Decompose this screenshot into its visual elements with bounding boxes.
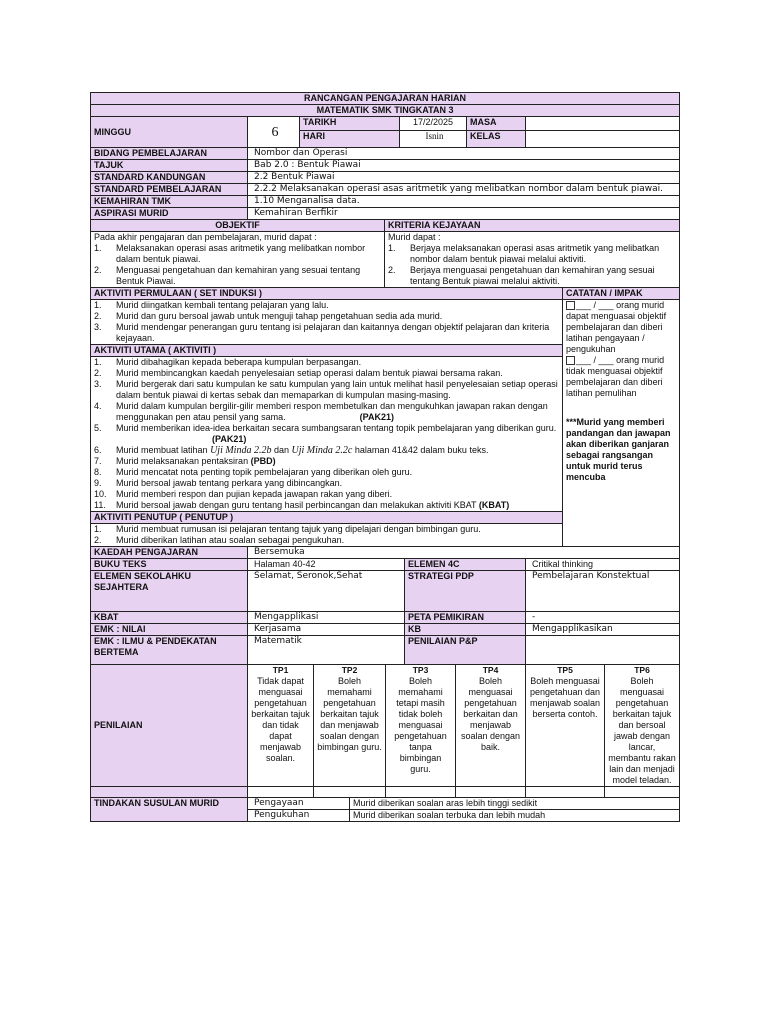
tajuk-label: TAJUK <box>91 160 248 172</box>
sejahtera-value: Selamat, Seronok,Sehat <box>248 571 405 612</box>
document-subtitle: MATEMATIK SMK TINGKATAN 3 <box>91 105 680 117</box>
lesson-plan-document <box>90 92 679 822</box>
bottom-table <box>90 546 680 665</box>
kb-value: Mengapplikasikan <box>526 624 680 636</box>
sk-label: STANDARD KANDUNGAN <box>91 172 248 184</box>
pak21-tag: (PAK21) <box>212 434 247 444</box>
tp4-mark[interactable] <box>456 787 526 798</box>
minggu-value: 6 <box>248 117 300 148</box>
kelas-label: KELAS <box>467 131 526 148</box>
tp1-mark[interactable] <box>248 787 314 798</box>
pengayaan-value: Murid diberikan soalan aras lebih tinggi sedikit <box>350 798 680 810</box>
masa-value <box>526 117 680 131</box>
kriteria-item: 1. Berjaya melaksanakan operasi asas aritmetik yang melibatkan nombor dalam bentuk piawai melalui aktiviti. <box>388 243 660 264</box>
ilmu-value: Matematik <box>248 636 405 665</box>
kaedah-label: KAEDAH PENGAJARAN <box>91 547 248 559</box>
elemen4c-value: Critikal thinking <box>526 559 680 571</box>
aspirasi-label: ASPIRASI MURID <box>91 208 248 220</box>
permulaan-item: 2. Murid dan guru bersoal jawab untuk menguji tahap pengetahuan sedia ada murid. <box>94 311 443 321</box>
kbat-tag: (KBAT) <box>478 500 510 510</box>
checkbox-icon[interactable] <box>566 356 575 365</box>
catatan-line-2: ___ / ___ orang murid tidak menguasai objektif pembelajaran dan diberi latihan pemulihan <box>566 355 665 398</box>
catatan-heading: CATATAN / IMPAK <box>563 288 679 300</box>
aspirasi-value: Kemahiran Berfikir <box>248 208 680 220</box>
sk-value: 2.2 Bentuk Piawai <box>248 172 680 184</box>
hari-value: Isnin <box>400 131 467 148</box>
bidang-value: Nombor dan Operasi <box>248 148 680 160</box>
penilaian-spacer <box>91 787 248 798</box>
utama-item: 4. Murid dalam kumpulan bergilir-gilir memberi respon membetulkan dan mengukuhkan jawapan rakan dengan menggunakan pen atau pensil yang sama. (PAK21) <box>94 401 548 422</box>
kriteria-body <box>385 232 680 288</box>
tp4-cell: TP4 Boleh menguasai pengetahuan berkaitan dan menjawab soalan dengan baik. <box>456 665 526 787</box>
nilai-label: EMK : NILAI <box>91 624 248 636</box>
tindakan-table <box>90 797 680 822</box>
peta-label: PETA PEMIKIRAN <box>405 612 526 624</box>
masa-label: MASA <box>467 117 526 131</box>
penutup-item: 1. Murid membuat rumusan isi pelajaran tentang tajuk yang dipelajari dengan bimbingan guru. <box>94 524 481 534</box>
utama-item: 2. Murid membincangkan kaedah penyelesaian setiap operasi dalam bentuk piawai bersama rakan. <box>94 368 503 378</box>
tp1-cell: TP1 Tidak dapat menguasai pengetahuan berkaitan tajuk dan tidak dapat menjawab soalan. <box>248 665 314 787</box>
checkbox-icon[interactable] <box>566 301 575 310</box>
penilaian-table <box>90 664 680 798</box>
peta-value: - <box>526 612 680 624</box>
buku-label: BUKU TEKS <box>91 559 248 571</box>
catatan-note: ***Murid yang memberi pandangan dan jawapan akan diberikan ganjaran sebagai rangsangan untuk murid terus mencuba <box>566 417 671 482</box>
kriteria-item: 2. Berjaya menguasai pengetahuan dan kemahiran yang sesuai tentang Bentuk piawai melalui aktiviti. <box>388 265 655 286</box>
buku-value: Halaman 40-42 <box>248 559 405 571</box>
utama-item: 1. Murid dibahagikan kepada beberapa kumpulan berpasangan. <box>94 357 362 367</box>
bidang-label: BIDANG PEMBELAJARAN <box>91 148 248 160</box>
ilmu-label: EMK : ILMU & PENDEKATAN BERTEMA <box>91 636 248 665</box>
tajuk-value: Bab 2.0 : Bentuk Piawai <box>248 160 680 172</box>
objektif-heading: OBJEKTIF <box>91 220 385 232</box>
tp5-cell: TP5 Boleh menguasai pengetahuan dan menjawab soalan berserta contoh. <box>526 665 605 787</box>
strategi-value: Pembelajaran Konstektual <box>526 571 680 612</box>
penilaian-label: PENILAIAN <box>91 665 248 787</box>
tmk-label: KEMAHIRAN TMK <box>91 196 248 208</box>
pak21-tag: (PAK21) <box>359 412 394 422</box>
tp3-mark[interactable] <box>386 787 456 798</box>
sp-value: 2.2.2 Melaksanakan operasi asas aritmetik yang melibatkan nombor dalam bentuk piawai. <box>248 184 680 196</box>
pengukuhan-label: Pengukuhan <box>248 810 350 822</box>
tp6-mark[interactable] <box>605 787 680 798</box>
strategi-label: STRATEGI PDP <box>405 571 526 612</box>
tp2-mark[interactable] <box>314 787 386 798</box>
penutup-item: 2. Murid diberikan latihan atau soalan sebagai pengukuhan. <box>94 535 345 545</box>
pengukuhan-value: Murid diberikan soalan terbuka dan lebih mudah <box>350 810 680 822</box>
tindakan-label: TINDAKAN SUSULAN MURID <box>91 798 248 822</box>
nilai-value: Kerjasama <box>248 624 405 636</box>
minggu-label: MINGGU <box>91 117 248 148</box>
permulaan-heading: AKTIVITI PERMULAAN ( SET INDUKSI ) <box>91 288 563 300</box>
utama-item: 9. Murid bersoal jawab tentang perkara yang dibincangkan. <box>94 478 343 488</box>
penutup-body <box>91 524 563 547</box>
tp3-cell: TP3 Boleh memahami tetapi masih tidak boleh menguasai pengetahuan tanpa bimbingan guru. <box>386 665 456 787</box>
sp-label: STANDARD PEMBELAJARAN <box>91 184 248 196</box>
document-title: RANCANGAN PENGAJARAN HARIAN <box>91 93 680 105</box>
objektif-table <box>90 219 680 288</box>
kbat-label: KBAT <box>91 612 248 624</box>
permulaan-item: 1. Murid diingatkan kembali tentang pelajaran yang lalu. <box>94 300 329 310</box>
kriteria-intro: Murid dapat : <box>388 232 441 242</box>
sejahtera-label: ELEMEN SEKOLAHKU SEJAHTERA <box>91 571 248 612</box>
utama-item: 5. Murid memberikan idea-idea berkaitan secara sumbangsaran tentang topik pembelajaran yang diberikan guru.(PAK21) <box>94 423 557 444</box>
tp5-mark[interactable] <box>526 787 605 798</box>
kriteria-heading: KRITERIA KEJAYAAN <box>385 220 680 232</box>
kb-label: KB <box>405 624 526 636</box>
catatan-line-1: ___ / ___ orang murid dapat menguasai objektif pembelajaran dan diberi latihan pengayaan / pengukuhan <box>566 300 667 354</box>
kelas-value <box>526 131 680 148</box>
tp2-cell: TP2 Boleh memahami pengetahuan berkaitan tajuk dan menjawab soalan dengan bimbingan guru. <box>314 665 386 787</box>
kbat-value: Mengapplikasi <box>248 612 405 624</box>
utama-item: 6. Murid membuat latihan Uji Minda 2.2b dan Uji Minda 2.2c halaman 41&42 dalam buku teks. <box>94 445 489 456</box>
utama-item: 11. Murid bersoal jawab dengan guru tentang hasil perbincangan dan melakukan aktiviti KBAT (KBAT) <box>94 500 510 510</box>
objektif-item: 1. Melaksanakan operasi asas aritmetik yang melibatkan nombor dalam bentuk piawai. <box>94 243 366 264</box>
objektif-intro: Pada akhir pengajaran dan pembelajaran, murid dapat : <box>94 232 317 242</box>
utama-body <box>91 357 563 512</box>
penilaian-pp-label: PENILAIAN P&P <box>405 636 526 665</box>
catatan-column <box>563 288 680 547</box>
kaedah-value: Bersemuka <box>248 547 680 559</box>
utama-item: 10. Murid memberi respon dan pujian kepada jawapan rakan yang diberi. <box>94 489 393 499</box>
objektif-body <box>91 232 385 288</box>
utama-item: 8. Murid mencatat nota penting topik pembelajaran yang diberikan oleh guru. <box>94 467 413 477</box>
hari-label: HARI <box>300 131 400 148</box>
utama-item: 3. Murid bergerak dari satu kumpulan ke satu kumpulan yang lain untuk melihat hasil penyelesaian setiap operasi dalam bentuk piawai di kertas sebak dan memaparkan di kumpulan masing-masing. <box>94 379 558 400</box>
elemen4c-label: ELEMEN 4C <box>405 559 526 571</box>
utama-heading: AKTIVITI UTAMA ( AKTIVITI ) <box>91 345 563 357</box>
penilaian-pp-value <box>526 636 680 665</box>
tp6-cell: TP6 Boleh menguasai pengetahuan berkaitan tajuk dan bersoal jawab dengan lancar, membantu rakan lain dan menjadi model teladan. <box>605 665 680 787</box>
utama-item: 7. Murid melaksanakan pentaksiran (PBD) <box>94 456 276 466</box>
tarikh-value: 17/2/2025 <box>400 117 467 131</box>
aktiviti-table <box>90 287 680 547</box>
pbd-tag: (PBD) <box>250 456 276 466</box>
tmk-value: 1.10 Menganalisa data. <box>248 196 680 208</box>
tarikh-label: TARIKH <box>300 117 400 131</box>
permulaan-item: 3. Murid mendengar penerangan guru tentang isi pelajaran dan kaitannya dengan objektif pelajaran dan kriteria kejayaan. <box>94 322 550 343</box>
header-table <box>90 92 680 148</box>
permulaan-body <box>91 300 563 345</box>
info-table <box>90 147 680 220</box>
objektif-item: 2. Menguasai pengetahuan dan kemahiran yang sesuai tentang Bentuk Piawai. <box>94 265 361 286</box>
penutup-heading: AKTIVITI PENUTUP ( PENUTUP ) <box>91 512 563 524</box>
pengayaan-label: Pengayaan <box>248 798 350 810</box>
